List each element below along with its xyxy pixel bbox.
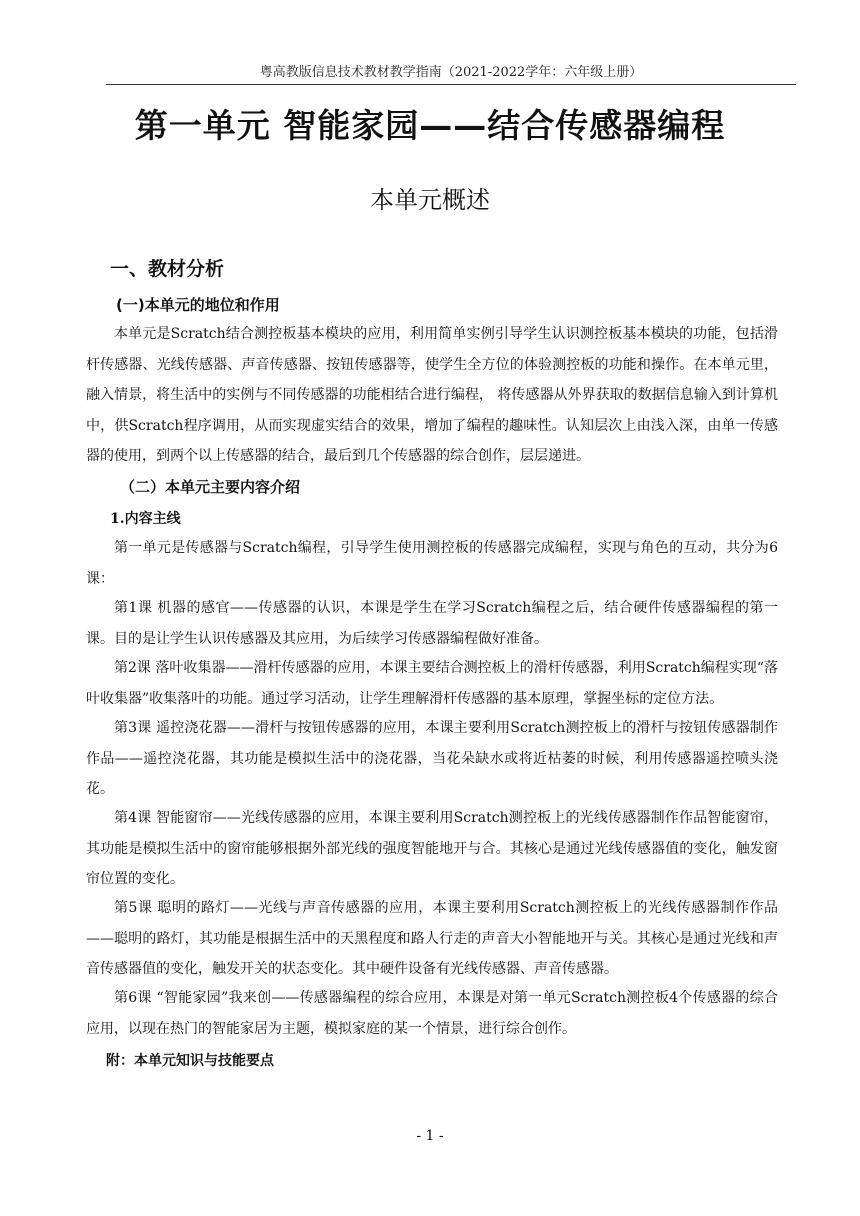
paragraph-lesson-3: 第3课 遥控浇花器——滑杆与按钮传感器的应用，本课主要利用Scratch测控板上的滑杆与按钮传感器制作作品——遥控浇花器，其功能是模拟生活中的浇花器，当花朵缺水或将近枯萎的时候，利用传感器遥控喷头浇花。 xyxy=(86,720,778,797)
paragraph-intro: 第一单元是传感器与Scratch编程，引导学生使用测控板的传感器完成编程，实现与角色的互动，共分为6课： xyxy=(86,540,778,587)
document-title: 第一单元 智能家园——结合传感器编程 xyxy=(134,106,726,145)
running-header: 粤高教版信息技术教材教学指南（2021-2022学年：六年级上册） xyxy=(106,64,796,85)
paragraph-lesson-1: 第1课 机器的感官——传感器的认识，本课是学生在学习Scratch编程之后，结合硬件传感器编程的第一课。目的是让学生认识传感器及其应用，为后续学习传感器编程做好准备。 xyxy=(86,600,778,647)
paragraph-lesson-4: 第4课 智能窗帘——光线传感器的应用，本课主要利用Scratch测控板上的光线传感器制作作品智能窗帘，其功能是模拟生活中的窗帘能够根据外部光线的强度智能地开与合。其核心是通过光线传感器值的变化，触发窗帘位置的变化。 xyxy=(86,810,778,887)
paragraph-lesson-5: 第5课 聪明的路灯——光线与声音传感器的应用，本课主要利用Scratch测控板上的光线传感器制作作品——聪明的路灯，其功能是根据生活中的天黑程度和路人行走的声音大小智能地开与关。其核心是通过光线和声音传感器值的变化，触发开关的状态变化。其中硬件设备有光线传感器、声音传感器。 xyxy=(86,900,778,977)
subsection-heading-role: (一)本单元的地位和作用 xyxy=(116,296,280,314)
paragraph-role: 本单元是Scratch结合测控板基本模块的应用，利用简单实例引导学生认识测控板基本模块的功能，包括滑杆传感器、光线传感器、声音传感器、按钮传感器等，使学生全方位的体验测控板的功能和操作。在本单元里，融入情景，将生活中的实例与不同传感器的功能相结合进行编程， 将传感器从外界获取的数据信息输入到计算机中，供Scratch程序调用，从而实现虚实结合的效果，增加了编程的趣味性。认知层次上由浅入深，由单一传感器的使用，到两个以上传感器的结合，最后到几个传感器的综合创作，层层递进。 xyxy=(86,326,778,464)
subsection-heading-content: （二）本单元主要内容介绍 xyxy=(120,478,301,496)
paragraph-lesson-2: 第2课 落叶收集器——滑杆传感器的应用，本课主要结合测控板上的滑杆传感器，利用Scratch编程实现“落叶收集器”收集落叶的功能。通过学习活动，让学生理解滑杆传感器的基本原理，掌握坐标的定位方法。 xyxy=(86,660,778,707)
content-mainline-heading: 1.内容主线 xyxy=(110,511,181,527)
page-number: - 1 - xyxy=(416,1128,444,1144)
appendix-heading: 附：本单元知识与技能要点 xyxy=(106,1053,274,1069)
section-subtitle: 本单元概述 xyxy=(370,186,490,214)
paragraph-lesson-6: 第6课 “智能家园”我来创——传感器编程的综合应用，本课是对第一单元Scratch测控板4个传感器的综合应用，以现在热门的智能家居为主题，模拟家庭的某一个情景，进行综合创作。 xyxy=(86,990,778,1037)
section-heading-textbook-analysis: 一、教材分析 xyxy=(110,258,225,280)
